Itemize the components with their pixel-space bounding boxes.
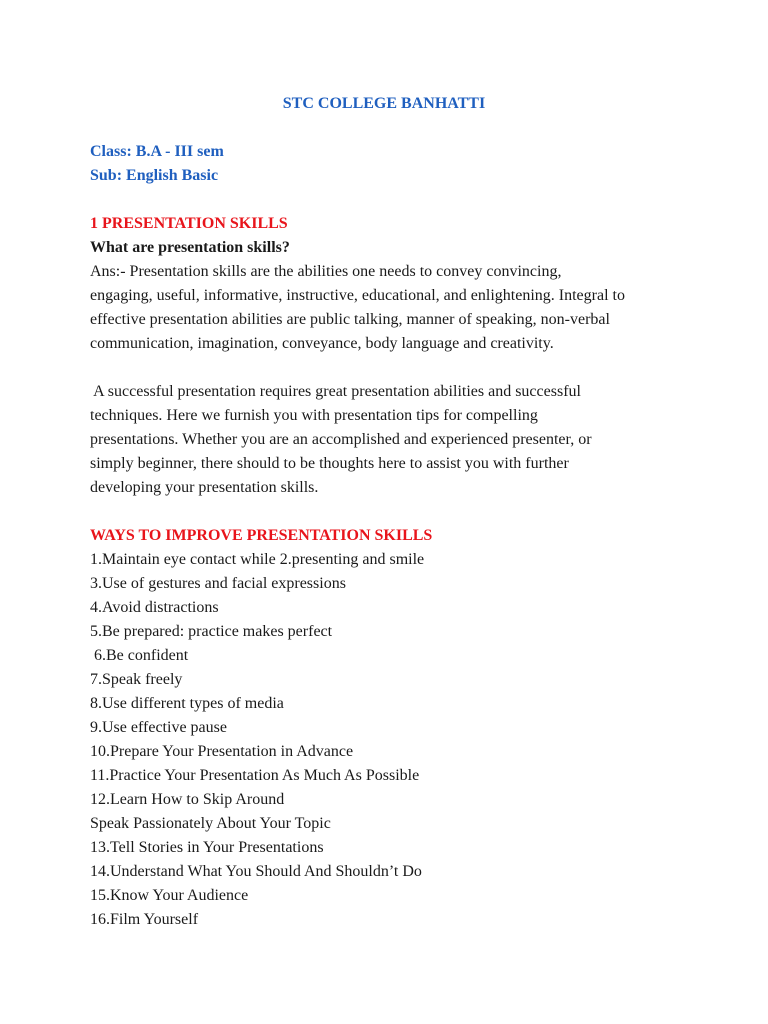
list-item: 6.Be confident bbox=[90, 647, 189, 664]
list-item: 4.Avoid distractions bbox=[90, 599, 219, 616]
list-item: 14.Understand What You Should And Shouldn’t Do bbox=[90, 863, 422, 880]
list-item: 8.Use different types of media bbox=[90, 695, 284, 712]
list-item: 9.Use effective pause bbox=[90, 719, 227, 736]
paragraph-line: simply beginner, there should to be thoughts here to assist you with further bbox=[90, 455, 569, 472]
list-item: 13.Tell Stories in Your Presentations bbox=[90, 839, 324, 856]
list-item: Speak Passionately About Your Topic bbox=[90, 815, 331, 832]
answer-line: Ans:- Presentation skills are the abilities one needs to convey convincing, bbox=[90, 263, 562, 280]
list-item: 1.Maintain eye contact while 2.presenting and smile bbox=[90, 551, 425, 568]
list-item: 5.Be prepared: practice makes perfect bbox=[90, 623, 333, 640]
section-heading-presentation-skills: 1 PRESENTATION SKILLS bbox=[90, 215, 288, 232]
paragraph-line: presentations. Whether you are an accomplished and experienced presenter, or bbox=[90, 431, 592, 448]
list-item: 12.Learn How to Skip Around bbox=[90, 791, 285, 808]
answer-line: communication, imagination, conveyance, body language and creativity. bbox=[90, 335, 554, 352]
subject-line: Sub: English Basic bbox=[90, 167, 219, 184]
section-heading-ways-to-improve: WAYS TO IMPROVE PRESENTATION SKILLS bbox=[90, 527, 433, 544]
college-title: STC COLLEGE BANHATTI bbox=[282, 95, 486, 112]
question-text: What are presentation skills? bbox=[90, 239, 290, 256]
list-item: 16.Film Yourself bbox=[90, 911, 199, 928]
list-item: 7.Speak freely bbox=[90, 671, 183, 688]
list-item: 3.Use of gestures and facial expressions bbox=[90, 575, 346, 592]
answer-line: engaging, useful, informative, instructive, educational, and enlightening. Integral to bbox=[90, 287, 625, 304]
paragraph-line: A successful presentation requires great presentation abilities and successful bbox=[90, 383, 581, 400]
list-item: 11.Practice Your Presentation As Much As Possible bbox=[90, 767, 420, 784]
list-item: 10.Prepare Your Presentation in Advance bbox=[90, 743, 354, 760]
list-item: 15.Know Your Audience bbox=[90, 887, 249, 904]
class-line: Class: B.A - III sem bbox=[90, 143, 224, 160]
paragraph-line: developing your presentation skills. bbox=[90, 479, 319, 496]
paragraph-line: techniques. Here we furnish you with presentation tips for compelling bbox=[90, 407, 538, 424]
answer-line: effective presentation abilities are public talking, manner of speaking, non-verbal bbox=[90, 311, 610, 328]
